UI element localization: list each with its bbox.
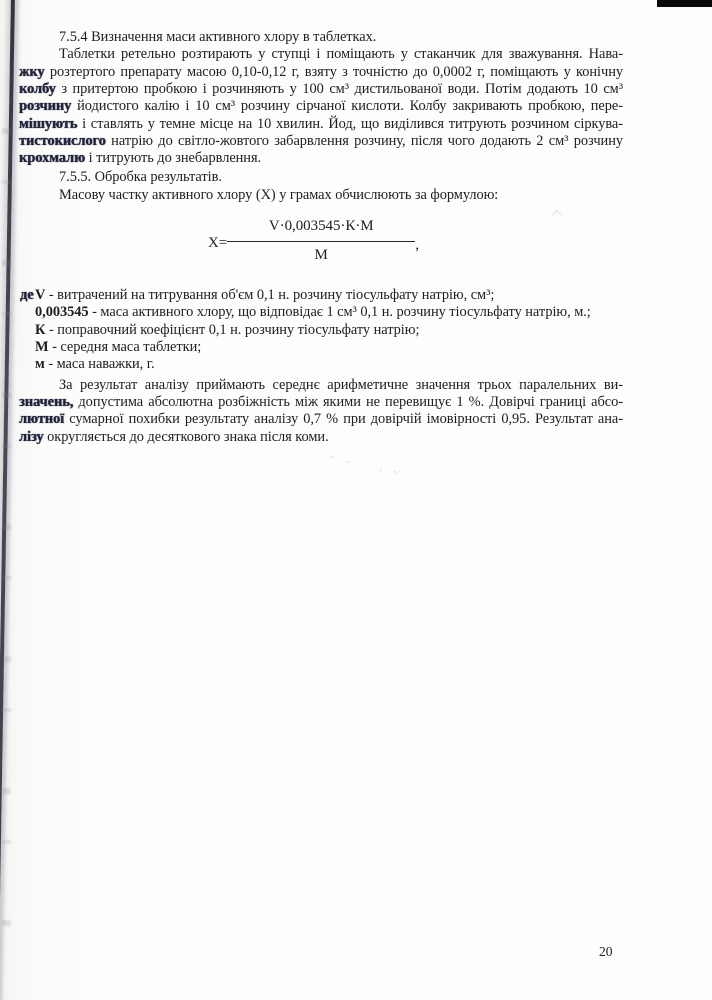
scanner-edge-bar <box>657 0 712 7</box>
text-line <box>19 411 623 428</box>
line-text: розтертого препарату масою 0,10-0,12 г, взяту з точністю до 0,0002 г, поміщають у конічну <box>44 63 623 80</box>
text-line <box>19 322 623 339</box>
line-text: 7.5.4 Визначення маси активного хлору в таблетках. <box>59 29 377 45</box>
line-text: допустима абсолютна розбіжність між якими не перевищує 1 %. Довірчі границі абсо- <box>73 394 623 410</box>
text-line <box>19 377 623 394</box>
smeared-word: лютної <box>19 411 65 428</box>
para-results <box>19 377 623 446</box>
smeared-word: жку <box>19 63 45 80</box>
text-line <box>19 356 623 373</box>
line-text: з притертою пробкою і розчиняють у 100 см³ дистильованої води. Потім додають 10 см³ <box>55 81 623 98</box>
line-text: - маса наважки, г. <box>44 356 155 373</box>
line-text: і ставлять у темне місце на 10 хвилин. Йод, що виділився титрують розчином сіркува- <box>77 115 623 132</box>
def-list <box>19 287 623 374</box>
def-term: V <box>35 286 46 303</box>
formula-active-chlorine <box>208 217 623 270</box>
text-line <box>19 150 623 167</box>
line-text: За результат аналізу приймають середнє арифметичне значення трьох паралельних ви- <box>59 376 623 393</box>
heading-7-5-5 <box>19 169 623 186</box>
line-text: Масову частку активного хлору (X) у грамах обчислюють за формулою: <box>59 186 499 203</box>
text-line <box>19 133 623 150</box>
text-line <box>19 187 623 204</box>
text-line <box>19 64 623 81</box>
pencil-smudge <box>326 450 436 480</box>
text-line <box>19 116 623 133</box>
smeared-word: тистокислого <box>19 133 106 150</box>
line-text: - маса активного хлору, що відповідає 1 см³ 0,1 н. розчину тіосульфату натрію, м.; <box>88 304 591 321</box>
text-line <box>19 394 623 411</box>
smeared-word: значень, <box>19 394 74 410</box>
text-line <box>19 429 623 446</box>
smeared-word: крохмалю <box>19 150 86 167</box>
gutter-show-through <box>2 90 11 960</box>
text-line <box>19 46 623 63</box>
line-text: Таблетки ретельно розтирають у ступці і поміщають у стаканчик для зважування. Нава- <box>59 46 623 63</box>
text-line <box>19 169 623 186</box>
def-term: К <box>35 321 46 338</box>
line-text: і титрують до знебарвлення. <box>85 150 262 167</box>
line-text: - витрачений на титрування об'єм 0,1 н. розчину тіосульфату натрію, см³; <box>45 286 495 303</box>
para-formula-intro <box>19 187 623 204</box>
text-line <box>19 304 623 321</box>
line-text: - середня маса таблетки; <box>48 338 202 355</box>
formula-comma: , <box>415 236 419 253</box>
smeared-word: мішують <box>19 115 78 132</box>
text-line <box>19 81 623 98</box>
line-text: сумарної похибки результату аналізу 0,7 % при довірчій імовірності 0,95. Результат ана- <box>64 411 623 428</box>
def-term: М <box>35 338 49 355</box>
heading-7-5-4 <box>19 29 623 46</box>
line-text: 7.5.5. Обробка результатів. <box>59 169 222 186</box>
para-method <box>19 46 623 167</box>
formula-lhs: X= <box>208 234 228 251</box>
page-number: 20 <box>599 944 613 959</box>
text-line <box>19 287 623 304</box>
text-line <box>19 98 623 115</box>
text-flow <box>19 29 623 446</box>
text-line <box>19 339 623 356</box>
def-term: м <box>35 356 45 373</box>
formula-numerator: V·0,003545·К·М <box>227 217 415 242</box>
formula-denominator: М <box>314 246 328 263</box>
smeared-word: лізу <box>19 428 44 445</box>
smeared-word: розчину <box>19 98 72 115</box>
line-text: округляється до десяткового знака після коми. <box>43 428 329 445</box>
formula-fraction <box>227 217 415 264</box>
text-line <box>19 29 623 46</box>
def-marker: де <box>20 286 34 303</box>
line-text: натрію до світло-жовтого забарвлення розчину, після чого додають 2 см³ розчину <box>105 133 623 150</box>
smeared-word: колбу <box>19 81 56 98</box>
def-term: 0,003545 <box>35 304 89 321</box>
line-text: - поправочний коефіцієнт 0,1 н. розчину тіосульфату натрію; <box>45 321 420 338</box>
line-text: йодистого калію і 10 см³ розчину сірчаної кислоти. Колбу закривають пробкою, пере- <box>71 98 623 115</box>
